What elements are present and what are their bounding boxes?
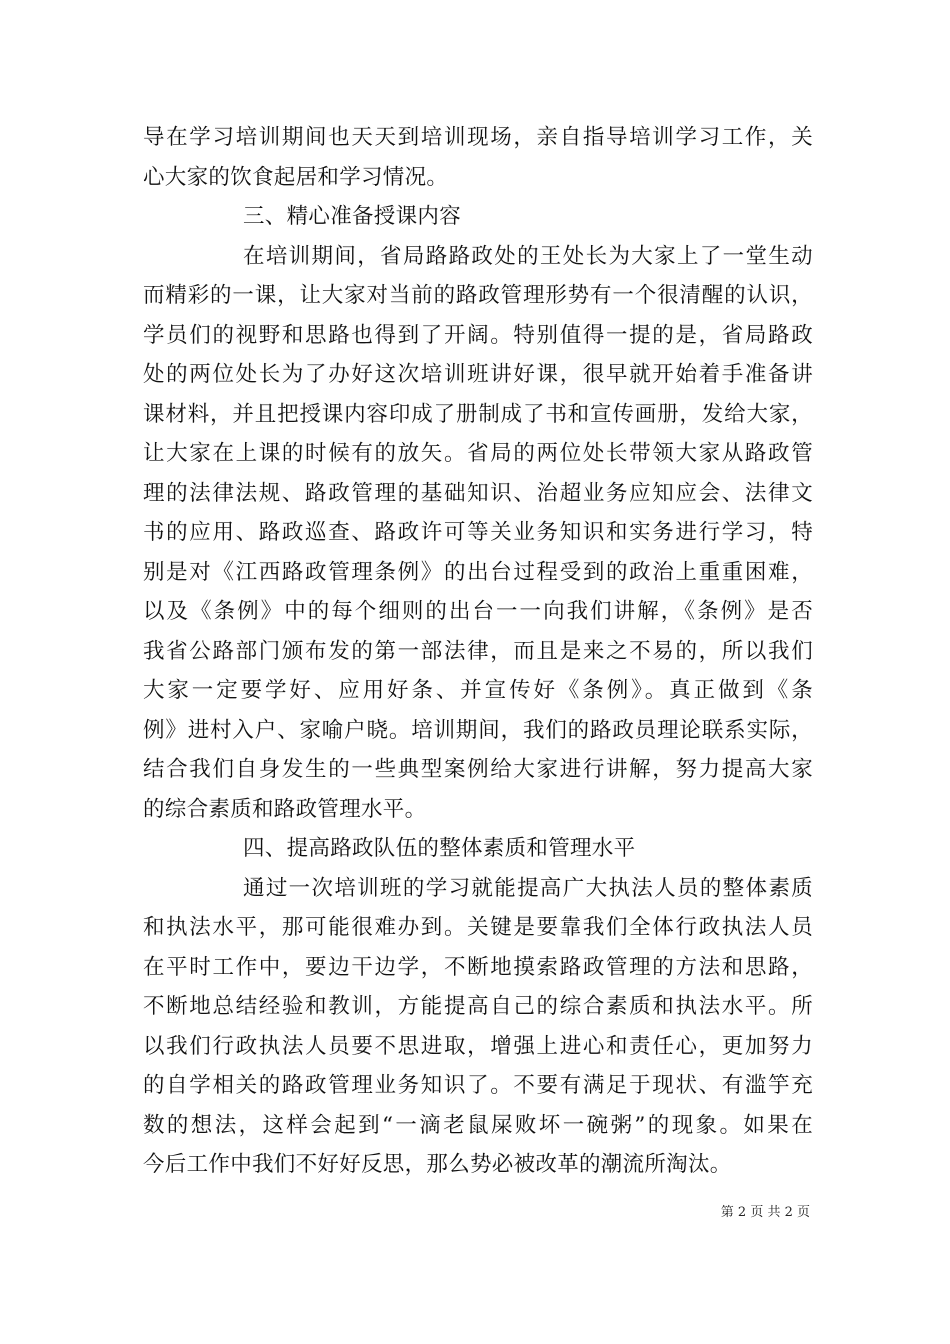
text-line: 别是对《江西路政管理条例》的出台过程受到的政治上重重困难， xyxy=(143,559,813,585)
text-line: 让大家在上课的时候有的放矢。省局的两位处长带领大家从路政管 xyxy=(143,441,813,466)
text-line: 理的法律法规、路政管理的基础知识、治超业务应知应会、法律文 xyxy=(143,480,813,506)
text-line: 数的想法，这样会起到“一滴老鼠屎败坏一碗粥”的现象。如果在 xyxy=(143,1112,813,1138)
text-line: 的自学相关的路政管理业务知识了。不要有满足于现状、有滥竽充 xyxy=(143,1073,813,1098)
text-line: 我省公路部门颁布发的第一部法律，而且是来之不易的，所以我们 xyxy=(143,638,813,664)
text-line: 在平时工作中，要边干边学，不断地摸索路政管理的方法和思路， xyxy=(143,954,813,980)
text-line: 学员们的视野和思路也得到了开阔。特别值得一提的是，省局路政 xyxy=(143,322,813,348)
text-line: 例》进村入户、家喻户晓。培训期间，我们的路政员理论联系实际， xyxy=(143,717,813,743)
text-line: 以及《条例》中的每个细则的出台一一向我们讲解，《条例》是否 xyxy=(143,599,813,624)
page-number: 第 2 页 共 2 页 xyxy=(720,1205,810,1220)
paragraph-first-line: 在培训期间，省局路路政处的王处长为大家上了一堂生动 xyxy=(243,243,813,269)
text-line: 和执法水平，那可能很难办到。关键是要靠我们全体行政执法人员 xyxy=(143,915,813,940)
section-heading: 三、精心准备授课内容 xyxy=(243,204,462,229)
text-line: 的综合素质和路政管理水平。 xyxy=(143,796,427,822)
text-line: 处的两位处长为了办好这次培训班讲好课，很早就开始着手准备讲 xyxy=(143,362,813,387)
text-line: 以我们行政执法人员要不思进取，增强上进心和责任心，更加努力 xyxy=(143,1033,813,1059)
text-line: 而精彩的一课，让大家对当前的路政管理形势有一个很清醒的认识， xyxy=(143,283,813,308)
text-line: 大家一定要学好、应用好条、并宣传好《条例》。真正做到《条 xyxy=(143,678,813,703)
text-line: 导在学习培训期间也天天到培训现场，亲自指导培训学习工作，关 xyxy=(143,125,813,150)
text-line: 今后工作中我们不好好反思，那么势必被改革的潮流所淘汰。 xyxy=(143,1152,732,1177)
text-line: 结合我们自身发生的一些典型案例给大家进行讲解，努力提高大家 xyxy=(143,757,813,782)
document-body xyxy=(143,118,813,1185)
text-line: 书的应用、路政巡查、路政许可等关业务知识和实务进行学习，特 xyxy=(143,520,813,545)
text-line: 心大家的饮食起居和学习情况。 xyxy=(143,164,449,190)
text-line: 课材料，并且把授课内容印成了册制成了书和宣传画册，发给大家， xyxy=(143,401,813,427)
paragraph-first-line: 通过一次培训班的学习就能提高广大执法人员的整体素质 xyxy=(243,875,813,901)
section-heading: 四、提高路政队伍的整体素质和管理水平 xyxy=(243,836,636,861)
text-line: 不断地总结经验和教训，方能提高自己的综合素质和执法水平。所 xyxy=(143,994,813,1019)
